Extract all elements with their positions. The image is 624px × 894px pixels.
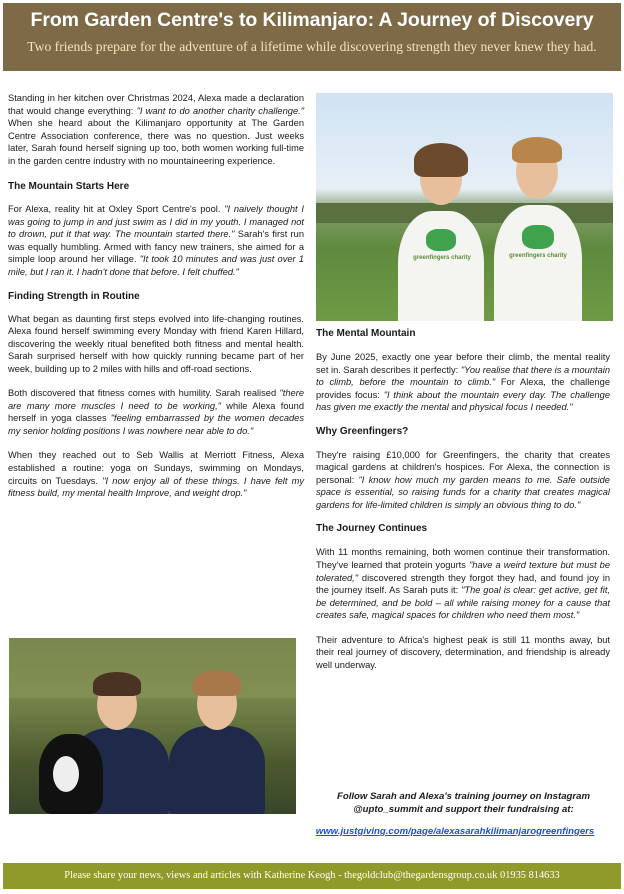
follow-instagram-text: Follow Sarah and Alexa's training journey on Instagram @upto_summit and support their fundraising at: — [336, 791, 590, 815]
footer-banner — [3, 863, 621, 889]
greenfingers-logo-right — [522, 225, 554, 249]
left-column — [8, 92, 304, 500]
heading-mountain-starts: The Mountain Starts Here — [8, 181, 130, 193]
paragraph-routine: What began as daunting first steps evolved into life-changing routines. Alexa found herself swimming every Monday with friend Karen Hillard, discovering the weekly ritual benefited both fitness and mental health. Sarah surprised herself with how quickly running became part of her week, building up to 2 miles with hills and off-road sections. — [8, 313, 304, 374]
page-title: From Garden Centre's to Kilimanjaro: A Journey of Discovery — [30, 9, 594, 31]
header-banner — [3, 3, 621, 71]
footer-contact-text: Please share your news, views and articles with Katherine Keogh - thegoldclub@thegardensgroup.co.uk 01935 814633 — [64, 870, 560, 881]
heading-finding-strength: Finding Strength in Routine — [8, 290, 140, 302]
paragraph-merriott-fitness: When they reached out to Seb Wallis at Merriott Fitness, Alexa established a routine: yoga on Sundays, swimming on Mondays, circuits on Tuesdays. "I now enjoy all of these things. I have felt my fitness build, my mental health Improve, and weight drop." — [8, 450, 304, 499]
heading-why-greenfingers: Why Greenfingers? — [316, 425, 409, 437]
paragraph-journey-continues: With 11 months remaining, both women continue their transformation. They've learned that protein yogurts "have a weird texture but must be tolerated," discovered strength they forgot they had, and found joy in the journey itself. As Sarah puts it: "The goal is clear: get active, get fit, be determined, and be bold – all while raising money for a cause that creates safe, magical spaces for children who need them most." — [316, 547, 610, 621]
paragraph-humility: Both discovered that fitness comes with humility. Sarah realised "there are many more muscles I need to be working," while Alexa found herself in yoga classes "feeling embarrassed by the women decades my senior holding positions I was nowhere near able to do." — [8, 388, 305, 436]
paragraph-mental-mountain: By June 2025, exactly one year before their climb, the mental reality set in. Sarah describes it perfectly: "You realise that there is a mountain to climb, before the mountain to climb." For Alexa, the challenge provides focus: "I think about the mountain every day. The challenge has given me exactly the mental and physical focus I needed." — [316, 352, 611, 413]
photo-two-women-greenfingers-tshirts — [316, 93, 613, 321]
photo-women-with-dog — [9, 638, 296, 814]
heading-mental-mountain: The Mental Mountain — [316, 328, 416, 339]
page-subtitle: Two friends prepare for the adventure of a lifetime while discovering strength they never knew they had. — [27, 39, 597, 54]
paragraph-why-greenfingers: They're raising £10,000 for Greenfingers, the charity that creates magical gardens at children's hospices. For Alexa, the connection is personal: "I know how much my garden means to me. Safe outside space is essential, so raising funds for a charity that creates magical gardens for life-limited children is simply an obvious thing to do." — [316, 449, 610, 510]
greenfingers-logo-left — [426, 229, 456, 251]
justgiving-link[interactable]: www.justgiving.com/page/alexasarahkilimanjarogreenfingers — [315, 826, 595, 837]
tshirt-text-left: greenfingers charity — [413, 255, 471, 261]
tshirt-text-right: greenfingers charity — [509, 253, 567, 259]
paragraph-adventure: Their adventure to Africa's highest peak is still 11 months away, but their real journey of discovery, determination, and friendship is already well underway. — [316, 634, 610, 670]
heading-journey-continues: The Journey Continues — [316, 523, 428, 535]
intro-paragraph: Standing in her kitchen over Christmas 2024, Alexa made a declaration that would change everything: "I want to do another charity challenge." When she heard about the Kilimanjaro opportunity at The Garden Centre Association conference, there was no question. Just weeks later, Sarah found herself signing up too, both women working full-time in the garden centre industry with no mountaineering experience. — [8, 93, 304, 166]
right-column — [316, 327, 610, 671]
paragraph-mountain-starts: For Alexa, reality hit at Oxley Sport Centre's pool. "I naively thought I was going to jump in and just swim as I did in my youth. I managed not to drown, put it that way. The mountain started there." Sarah's first run was equally humbling. Armed with fancy new trainers, she aimed for a simple loop around her village. "It took 10 minutes and was just over 1 mile, but I ran it. I hadn't done that before. I felt chuffed." — [8, 204, 304, 278]
